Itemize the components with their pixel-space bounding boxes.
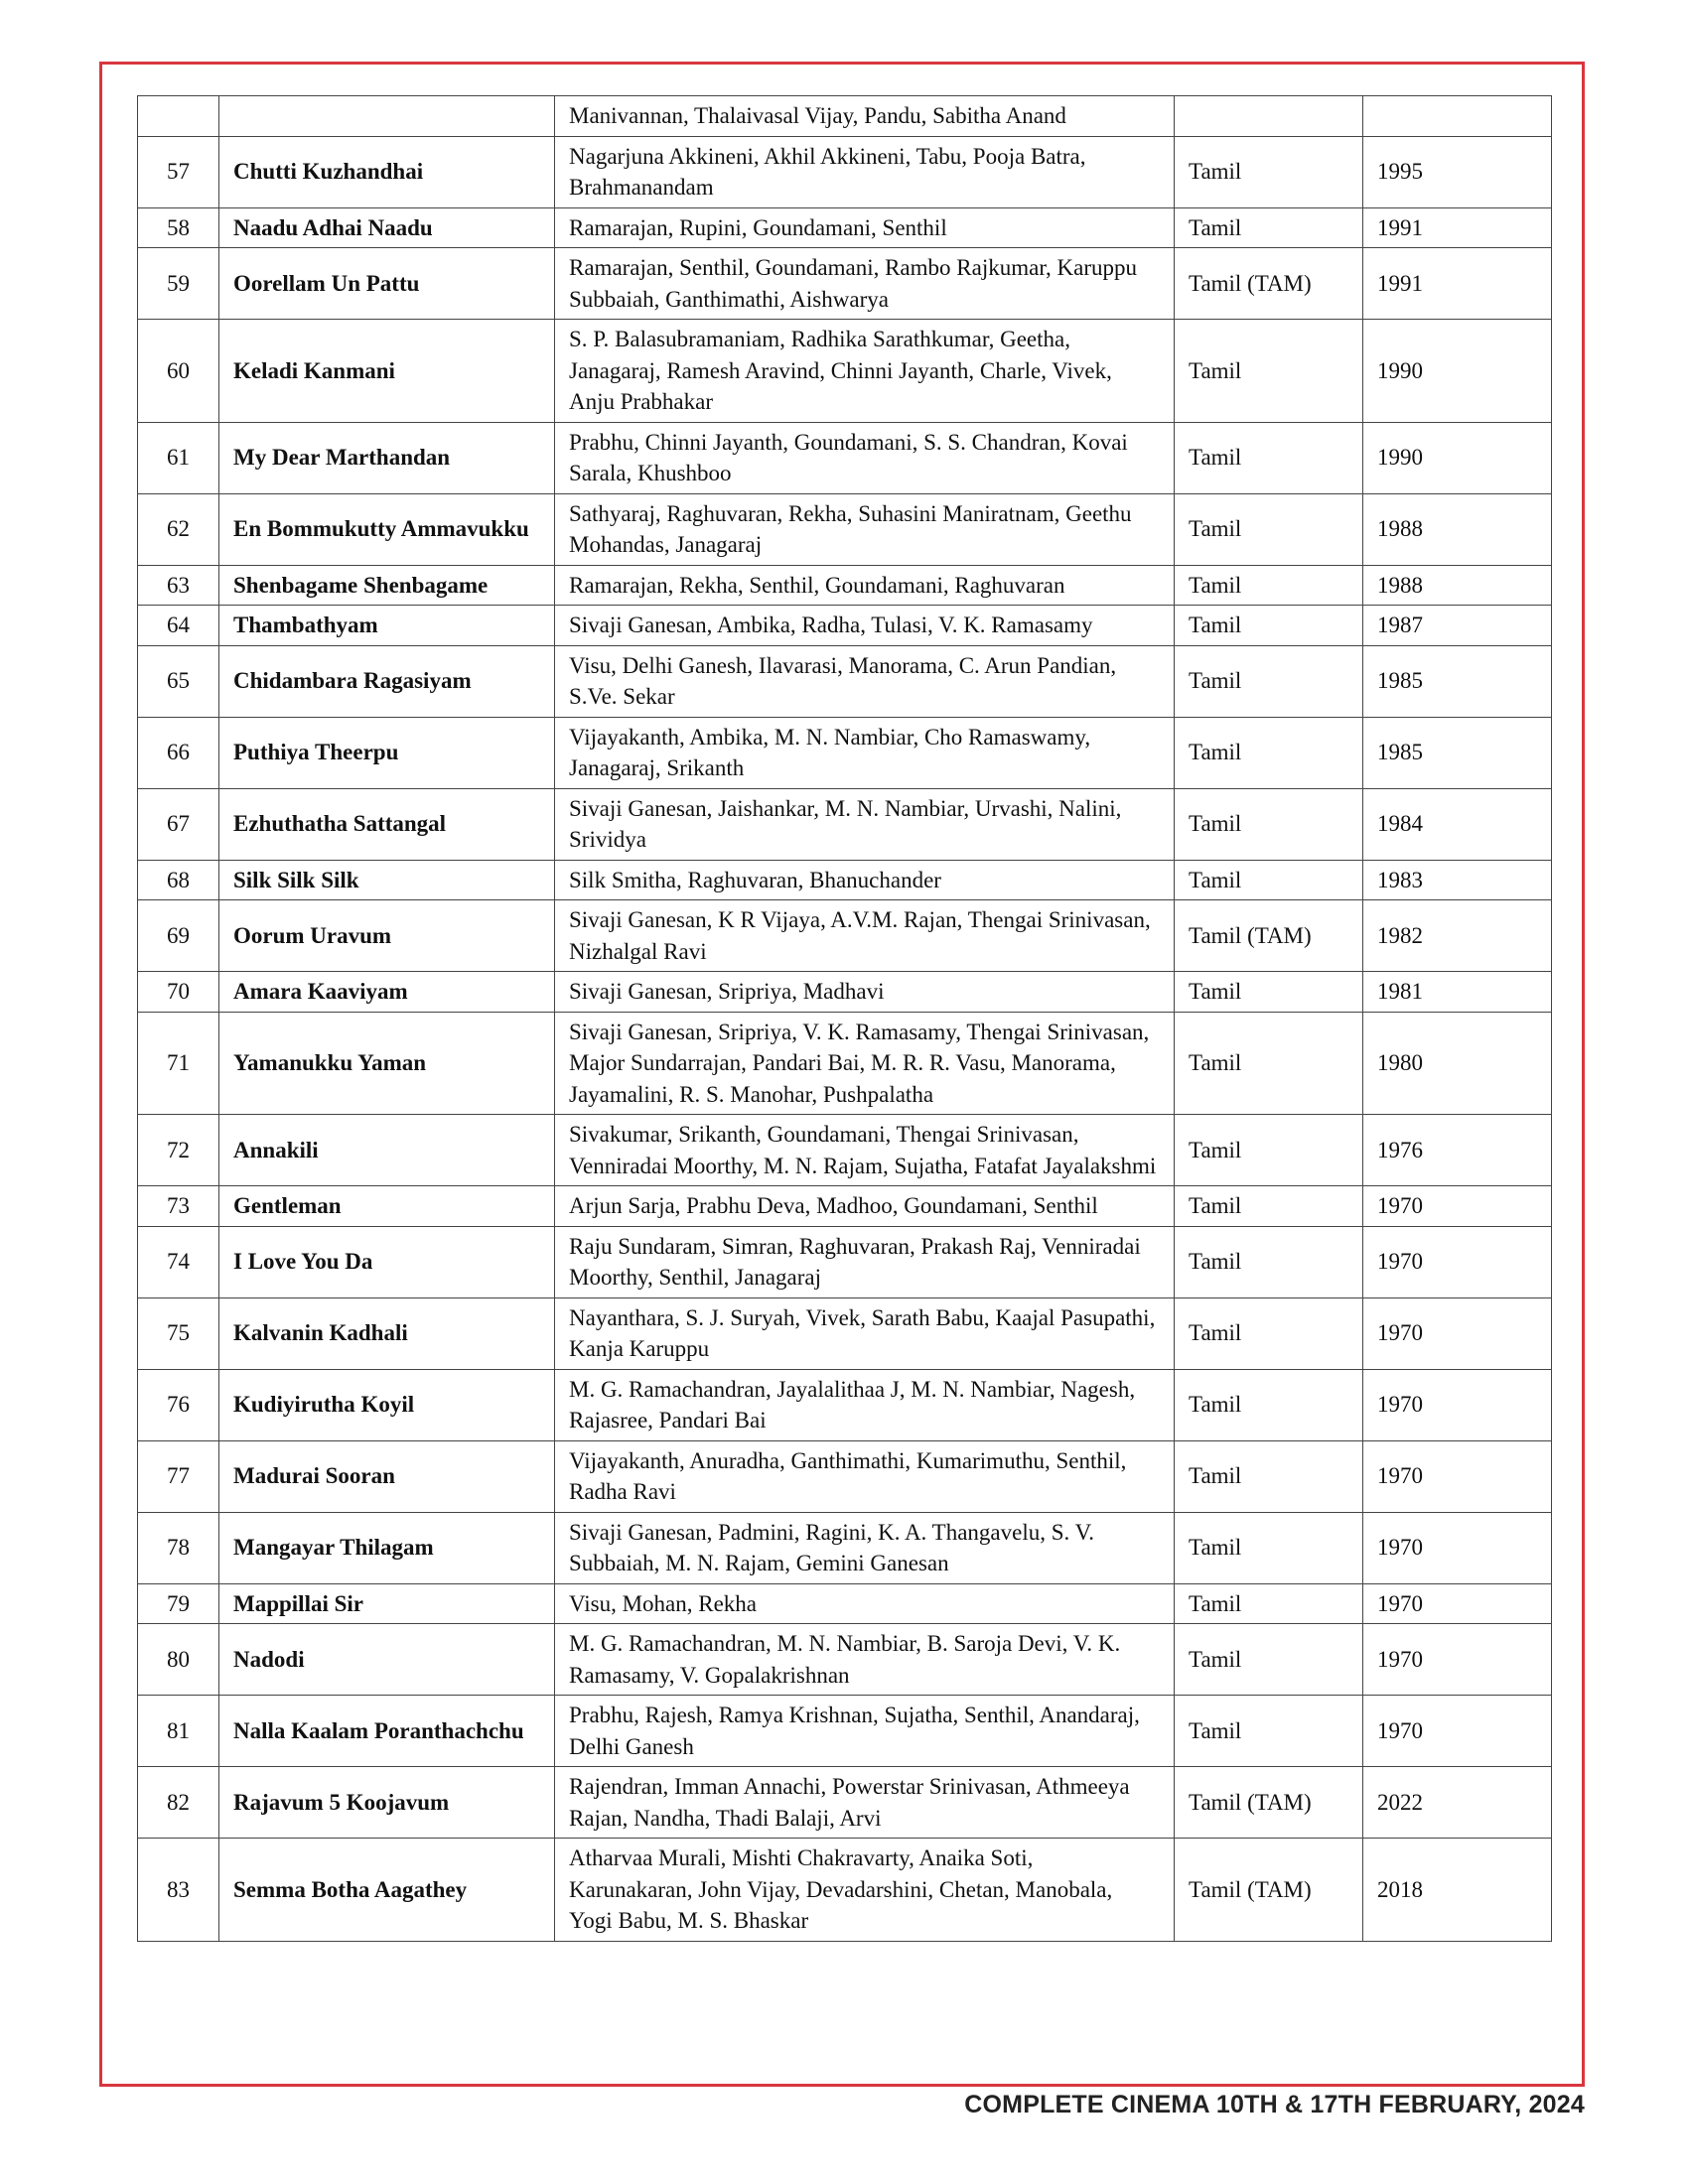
cast-cell: M. G. Ramachandran, Jayalalithaa J, M. N. Nambiar, Nagesh, Rajasree, Pandari Bai — [555, 1369, 1175, 1440]
film-title-cell: Mappillai Sir — [219, 1583, 555, 1624]
table-row — [138, 606, 1552, 646]
film-title-cell: En Bommukutty Ammavukku — [219, 493, 555, 565]
film-title-cell: Keladi Kanmani — [219, 320, 555, 423]
year-cell: 1970 — [1363, 1440, 1552, 1512]
cast-cell: Manivannan, Thalaivasal Vijay, Pandu, Sabitha Anand — [555, 96, 1175, 137]
cast-cell: Ramarajan, Rekha, Senthil, Goundamani, Raghuvaran — [555, 565, 1175, 606]
language-cell: Tamil — [1175, 1696, 1363, 1767]
table-row — [138, 1226, 1552, 1297]
table-row — [138, 1767, 1552, 1839]
year-cell: 1984 — [1363, 788, 1552, 860]
serial-number-cell: 70 — [138, 972, 219, 1013]
serial-number-cell: 65 — [138, 645, 219, 717]
serial-number-cell: 79 — [138, 1583, 219, 1624]
year-cell: 1985 — [1363, 717, 1552, 788]
film-table — [137, 95, 1552, 1942]
film-title-cell: Ezhuthatha Sattangal — [219, 788, 555, 860]
cast-cell: Rajendran, Imman Annachi, Powerstar Srinivasan, Athmeeya Rajan, Nandha, Thadi Balaji, Arvi — [555, 1767, 1175, 1839]
serial-number-cell: 66 — [138, 717, 219, 788]
serial-number-cell: 64 — [138, 606, 219, 646]
year-cell: 1976 — [1363, 1115, 1552, 1186]
language-cell: Tamil — [1175, 645, 1363, 717]
table-row — [138, 1186, 1552, 1227]
year-cell: 1970 — [1363, 1369, 1552, 1440]
table-row — [138, 207, 1552, 248]
film-table-body — [138, 96, 1552, 1942]
cast-cell: Ramarajan, Senthil, Goundamani, Rambo Rajkumar, Karuppu Subbaiah, Ganthimathi, Aishwarya — [555, 248, 1175, 320]
year-cell — [1363, 96, 1552, 137]
serial-number-cell — [138, 96, 219, 137]
cast-cell: S. P. Balasubramaniam, Radhika Sarathkumar, Geetha, Janagaraj, Ramesh Aravind, Chinni Jayanth, Charle, Vivek, Anju Prabhakar — [555, 320, 1175, 423]
serial-number-cell: 71 — [138, 1012, 219, 1115]
film-title-cell: Oorellam Un Pattu — [219, 248, 555, 320]
serial-number-cell: 81 — [138, 1696, 219, 1767]
table-row — [138, 1583, 1552, 1624]
serial-number-cell: 77 — [138, 1440, 219, 1512]
language-cell: Tamil — [1175, 972, 1363, 1013]
serial-number-cell: 76 — [138, 1369, 219, 1440]
film-title-cell: Yamanukku Yaman — [219, 1012, 555, 1115]
year-cell: 1988 — [1363, 493, 1552, 565]
serial-number-cell: 61 — [138, 422, 219, 493]
film-title-cell: Shenbagame Shenbagame — [219, 565, 555, 606]
language-cell: Tamil — [1175, 1297, 1363, 1369]
cast-cell: Silk Smitha, Raghuvaran, Bhanuchander — [555, 860, 1175, 900]
year-cell: 1983 — [1363, 860, 1552, 900]
serial-number-cell: 62 — [138, 493, 219, 565]
table-row — [138, 1696, 1552, 1767]
cast-cell: Nagarjuna Akkineni, Akhil Akkineni, Tabu, Pooja Batra, Brahmanandam — [555, 136, 1175, 207]
table-row — [138, 1512, 1552, 1583]
language-cell: Tamil (TAM) — [1175, 1839, 1363, 1942]
cast-cell: M. G. Ramachandran, M. N. Nambiar, B. Saroja Devi, V. K. Ramasamy, V. Gopalakrishnan — [555, 1624, 1175, 1696]
year-cell: 2022 — [1363, 1767, 1552, 1839]
serial-number-cell: 78 — [138, 1512, 219, 1583]
table-row — [138, 645, 1552, 717]
film-title-cell: My Dear Marthandan — [219, 422, 555, 493]
cast-cell: Prabhu, Rajesh, Ramya Krishnan, Sujatha, Senthil, Anandaraj, Delhi Ganesh — [555, 1696, 1175, 1767]
serial-number-cell: 69 — [138, 900, 219, 972]
language-cell: Tamil (TAM) — [1175, 248, 1363, 320]
serial-number-cell: 72 — [138, 1115, 219, 1186]
film-title-cell: Nalla Kaalam Poranthachchu — [219, 1696, 555, 1767]
film-title-cell: Semma Botha Aagathey — [219, 1839, 555, 1942]
cast-cell: Raju Sundaram, Simran, Raghuvaran, Prakash Raj, Venniradai Moorthy, Senthil, Janagaraj — [555, 1226, 1175, 1297]
table-row — [138, 1369, 1552, 1440]
table-row — [138, 422, 1552, 493]
year-cell: 1988 — [1363, 565, 1552, 606]
film-title-cell: Chutti Kuzhandhai — [219, 136, 555, 207]
language-cell: Tamil — [1175, 717, 1363, 788]
table-row — [138, 788, 1552, 860]
cast-cell: Prabhu, Chinni Jayanth, Goundamani, S. S. Chandran, Kovai Sarala, Khushboo — [555, 422, 1175, 493]
year-cell: 1970 — [1363, 1297, 1552, 1369]
cast-cell: Sivaji Ganesan, Jaishankar, M. N. Nambiar, Urvashi, Nalini, Srividya — [555, 788, 1175, 860]
year-cell: 1970 — [1363, 1226, 1552, 1297]
year-cell: 1970 — [1363, 1186, 1552, 1227]
serial-number-cell: 63 — [138, 565, 219, 606]
language-cell: Tamil — [1175, 565, 1363, 606]
year-cell: 1970 — [1363, 1624, 1552, 1696]
cast-cell: Ramarajan, Rupini, Goundamani, Senthil — [555, 207, 1175, 248]
table-row — [138, 972, 1552, 1013]
cast-cell: Vijayakanth, Anuradha, Ganthimathi, Kumarimuthu, Senthil, Radha Ravi — [555, 1440, 1175, 1512]
year-cell: 1990 — [1363, 320, 1552, 423]
table-row — [138, 717, 1552, 788]
language-cell: Tamil — [1175, 788, 1363, 860]
film-title-cell: Chidambara Ragasiyam — [219, 645, 555, 717]
film-title-cell: Oorum Uravum — [219, 900, 555, 972]
table-row — [138, 1012, 1552, 1115]
year-cell: 1981 — [1363, 972, 1552, 1013]
language-cell — [1175, 96, 1363, 137]
language-cell: Tamil — [1175, 606, 1363, 646]
serial-number-cell: 80 — [138, 1624, 219, 1696]
table-row — [138, 1115, 1552, 1186]
table-row — [138, 248, 1552, 320]
language-cell: Tamil — [1175, 136, 1363, 207]
year-cell: 1991 — [1363, 207, 1552, 248]
year-cell: 1980 — [1363, 1012, 1552, 1115]
year-cell: 1970 — [1363, 1583, 1552, 1624]
table-row — [138, 493, 1552, 565]
year-cell: 1991 — [1363, 248, 1552, 320]
film-title-cell — [219, 96, 555, 137]
film-title-cell: Kalvanin Kadhali — [219, 1297, 555, 1369]
cast-cell: Sathyaraj, Raghuvaran, Rekha, Suhasini Maniratnam, Geethu Mohandas, Janagaraj — [555, 493, 1175, 565]
language-cell: Tamil — [1175, 860, 1363, 900]
film-title-cell: Kudiyirutha Koyil — [219, 1369, 555, 1440]
film-title-cell: Madurai Sooran — [219, 1440, 555, 1512]
cast-cell: Sivakumar, Srikanth, Goundamani, Thengai Srinivasan, Venniradai Moorthy, M. N. Rajam, Sujatha, Fatafat Jayalakshmi — [555, 1115, 1175, 1186]
language-cell: Tamil (TAM) — [1175, 1767, 1363, 1839]
film-title-cell: Rajavum 5 Koojavum — [219, 1767, 555, 1839]
serial-number-cell: 82 — [138, 1767, 219, 1839]
film-title-cell: Silk Silk Silk — [219, 860, 555, 900]
year-cell: 1970 — [1363, 1696, 1552, 1767]
cast-cell: Atharvaa Murali, Mishti Chakravarty, Anaika Soti, Karunakaran, John Vijay, Devadarshini, Chetan, Manobala, Yogi Babu, M. S. Bhaskar — [555, 1839, 1175, 1942]
language-cell: Tamil — [1175, 1115, 1363, 1186]
language-cell: Tamil — [1175, 1624, 1363, 1696]
serial-number-cell: 59 — [138, 248, 219, 320]
serial-number-cell: 73 — [138, 1186, 219, 1227]
serial-number-cell: 83 — [138, 1839, 219, 1942]
serial-number-cell: 57 — [138, 136, 219, 207]
language-cell: Tamil — [1175, 320, 1363, 423]
serial-number-cell: 68 — [138, 860, 219, 900]
table-row — [138, 565, 1552, 606]
cast-cell: Visu, Mohan, Rekha — [555, 1583, 1175, 1624]
year-cell: 1995 — [1363, 136, 1552, 207]
year-cell: 1982 — [1363, 900, 1552, 972]
serial-number-cell: 58 — [138, 207, 219, 248]
table-row — [138, 1839, 1552, 1942]
table-row — [138, 1440, 1552, 1512]
table-row — [138, 96, 1552, 137]
language-cell: Tamil — [1175, 493, 1363, 565]
table-row — [138, 1297, 1552, 1369]
language-cell: Tamil (TAM) — [1175, 900, 1363, 972]
film-title-cell: Amara Kaaviyam — [219, 972, 555, 1013]
language-cell: Tamil — [1175, 1186, 1363, 1227]
cast-cell: Arjun Sarja, Prabhu Deva, Madhoo, Goundamani, Senthil — [555, 1186, 1175, 1227]
language-cell: Tamil — [1175, 1012, 1363, 1115]
film-title-cell: Annakili — [219, 1115, 555, 1186]
language-cell: Tamil — [1175, 1226, 1363, 1297]
cast-cell: Nayanthara, S. J. Suryah, Vivek, Sarath Babu, Kaajal Pasupathi, Kanja Karuppu — [555, 1297, 1175, 1369]
serial-number-cell: 74 — [138, 1226, 219, 1297]
film-title-cell: I Love You Da — [219, 1226, 555, 1297]
language-cell: Tamil — [1175, 1440, 1363, 1512]
table-row — [138, 1624, 1552, 1696]
film-title-cell: Puthiya Theerpu — [219, 717, 555, 788]
serial-number-cell: 60 — [138, 320, 219, 423]
serial-number-cell: 67 — [138, 788, 219, 860]
cast-cell: Sivaji Ganesan, K R Vijaya, A.V.M. Rajan, Thengai Srinivasan, Nizhalgal Ravi — [555, 900, 1175, 972]
footer-publication-date: COMPLETE CINEMA 10TH & 17TH FEBRUARY, 2024 — [964, 2091, 1585, 2118]
table-row — [138, 320, 1552, 423]
cast-cell: Visu, Delhi Ganesh, Ilavarasi, Manorama, C. Arun Pandian, S.Ve. Sekar — [555, 645, 1175, 717]
cast-cell: Sivaji Ganesan, Ambika, Radha, Tulasi, V. K. Ramasamy — [555, 606, 1175, 646]
year-cell: 1970 — [1363, 1512, 1552, 1583]
language-cell: Tamil — [1175, 1512, 1363, 1583]
film-title-cell: Naadu Adhai Naadu — [219, 207, 555, 248]
year-cell: 2018 — [1363, 1839, 1552, 1942]
table-row — [138, 860, 1552, 900]
film-title-cell: Gentleman — [219, 1186, 555, 1227]
year-cell: 1990 — [1363, 422, 1552, 493]
cast-cell: Sivaji Ganesan, Sripriya, Madhavi — [555, 972, 1175, 1013]
year-cell: 1985 — [1363, 645, 1552, 717]
film-title-cell: Nadodi — [219, 1624, 555, 1696]
language-cell: Tamil — [1175, 207, 1363, 248]
language-cell: Tamil — [1175, 1583, 1363, 1624]
language-cell: Tamil — [1175, 422, 1363, 493]
cast-cell: Vijayakanth, Ambika, M. N. Nambiar, Cho Ramaswamy, Janagaraj, Srikanth — [555, 717, 1175, 788]
cast-cell: Sivaji Ganesan, Padmini, Ragini, K. A. Thangavelu, S. V. Subbaiah, M. N. Rajam, Gemini Ganesan — [555, 1512, 1175, 1583]
language-cell: Tamil — [1175, 1369, 1363, 1440]
film-title-cell: Mangayar Thilagam — [219, 1512, 555, 1583]
table-row — [138, 900, 1552, 972]
year-cell: 1987 — [1363, 606, 1552, 646]
table-row — [138, 136, 1552, 207]
film-title-cell: Thambathyam — [219, 606, 555, 646]
serial-number-cell: 75 — [138, 1297, 219, 1369]
cast-cell: Sivaji Ganesan, Sripriya, V. K. Ramasamy, Thengai Srinivasan, Major Sundarrajan, Pandari Bai, M. R. R. Vasu, Manorama, Jayamalini, R. S. Manohar, Pushpalatha — [555, 1012, 1175, 1115]
